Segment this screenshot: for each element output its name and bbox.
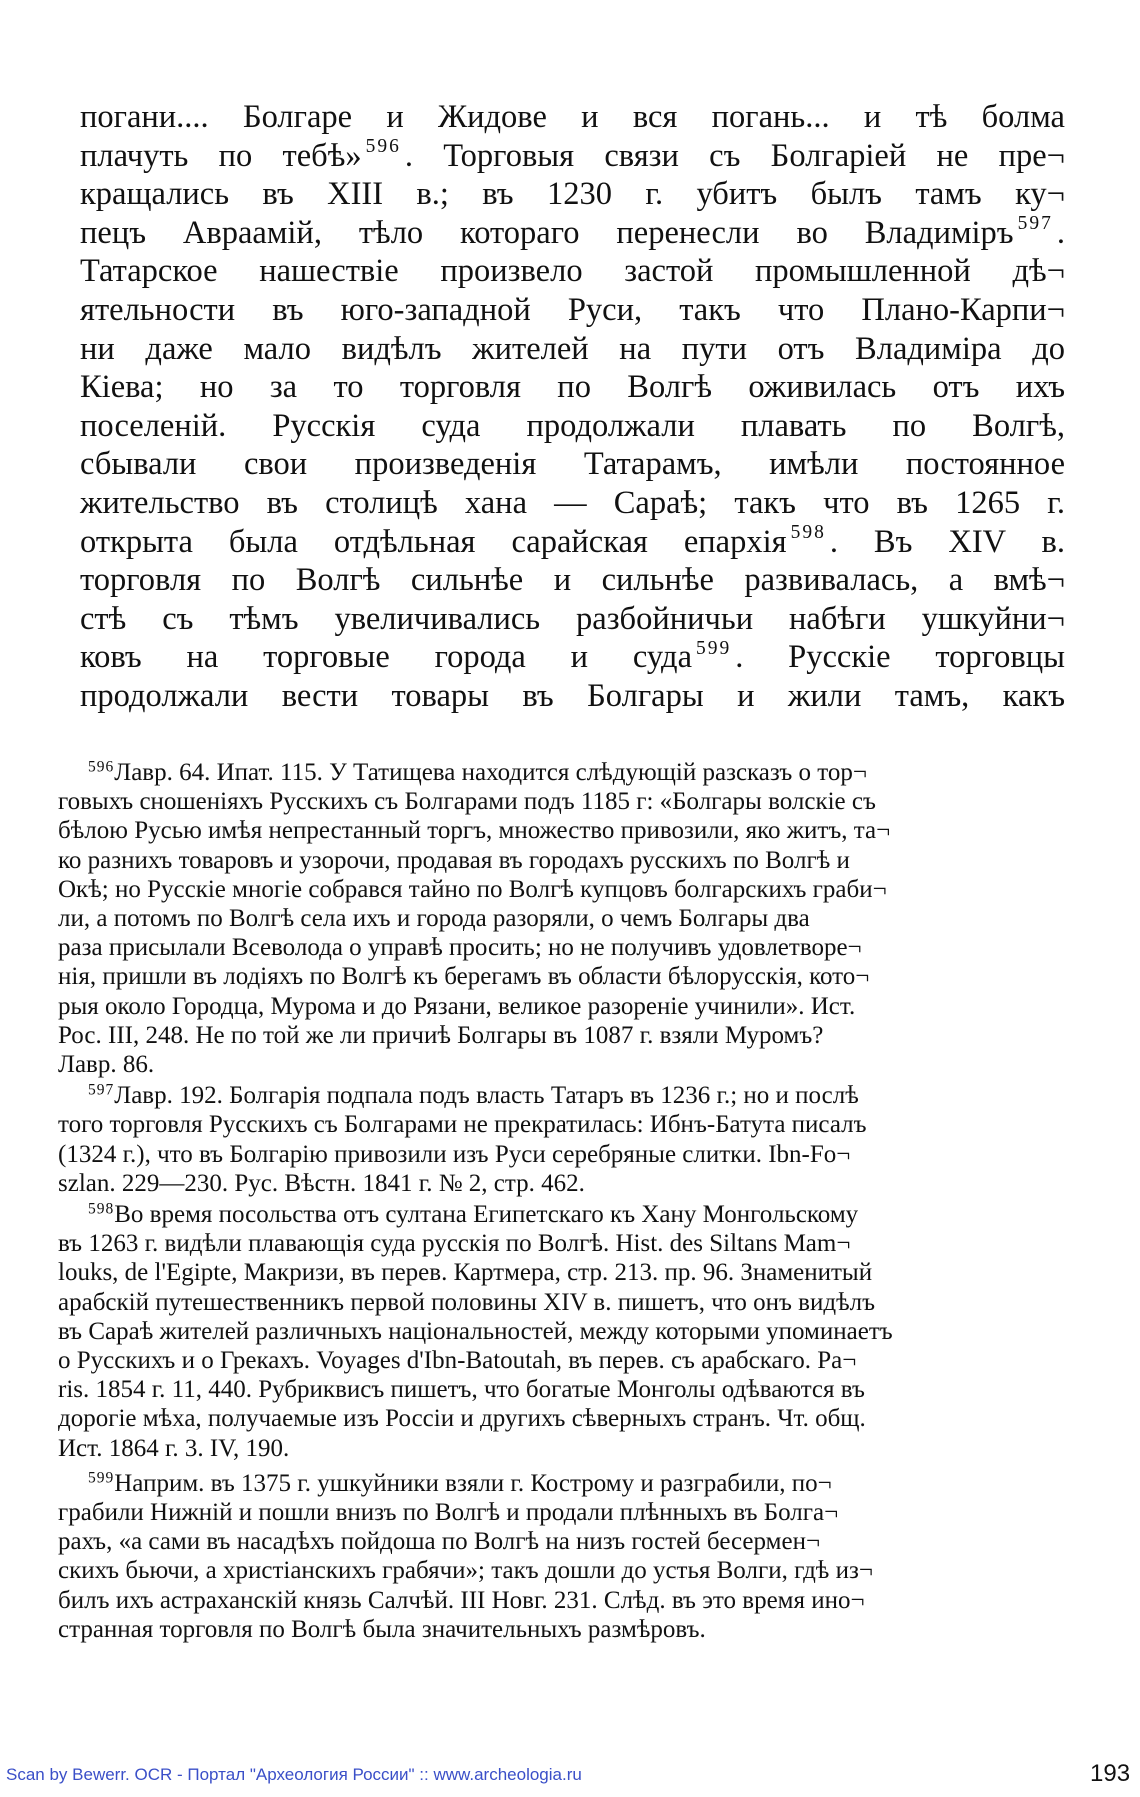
- text-line: стѣ съ тѣмъ увеличивались разбойничьи набѣги ушкуйни¬: [80, 600, 1065, 637]
- footnote-line: странная торговля по Волгѣ была значительныхъ размѣровъ.: [58, 1615, 706, 1643]
- footnotes: [58, 758, 1062, 1646]
- text-fragment: пецъ Авраамій, тѣло котораго перенесли во Владиміръ: [80, 214, 1014, 251]
- footnote-number: 598: [88, 1200, 115, 1218]
- footnote-597: [58, 1081, 1062, 1198]
- text-fragment: открыта была отдѣльная сарайская епархія: [80, 523, 787, 560]
- footnote-ref[interactable]: 597: [1017, 213, 1053, 235]
- text-fragment: .: [1056, 214, 1065, 251]
- text-fragment: ковъ на торговые города и суда: [80, 639, 692, 676]
- text-fragment: Лавр. 192. Болгарія подпала подъ власть Татаръ въ 1236 г.; но и послѣ: [114, 1082, 859, 1110]
- main-text: [80, 98, 1065, 716]
- footnote-line: Ист. 1864 г. 3. IV, 190.: [58, 1434, 290, 1462]
- page-number: 193: [1090, 1760, 1131, 1787]
- footnote-line: [58, 758, 1062, 787]
- footnote-line: арабскій путешественникъ первой половины XIV в. пишетъ, что онъ видѣлъ: [58, 1288, 876, 1316]
- footnote-line: раза присылали Всеволода о управѣ просить; но не получивъ удовлетворе¬: [58, 934, 862, 962]
- footnote-number: 597: [88, 1081, 115, 1099]
- text-fragment: плачуть по тебѣ»: [80, 137, 362, 174]
- text-fragment: . Русскіе торговцы: [735, 639, 1065, 676]
- text-fragment: . Въ XIV в.: [829, 523, 1065, 560]
- paragraph-2: [80, 252, 1065, 715]
- footnote-line: о Русскихъ и о Грекахъ. Voyages d'Ibn-Batoutah, въ перев. съ арабскаго. Pa¬: [58, 1347, 857, 1375]
- text-line: жительство въ столицѣ хана — Сараѣ; такъ что въ 1265 г.: [80, 484, 1065, 521]
- footnote-line: Лавр. 86.: [58, 1051, 155, 1079]
- footnote-596: [58, 758, 1062, 1079]
- text-fragment: Во время посольства отъ султана Египетскаго къ Хану Монгольскому: [114, 1201, 859, 1229]
- text-line: ятельности въ юго-западной Руси, такъ что Плано-Карпи¬: [80, 291, 1065, 328]
- footnote-number: 596: [88, 758, 115, 776]
- footnote-598: [58, 1200, 1062, 1463]
- text-line: поселеній. Русскія суда продолжали плавать по Волгѣ,: [80, 407, 1065, 444]
- text-line: [80, 137, 1065, 176]
- footnote-line: того торговля Русскихъ съ Болгарами не прекратилась: Ибнъ-Батута писалъ: [58, 1111, 867, 1139]
- footnote-line: Окѣ; но Русскіе многіе собрався тайно по Волгѣ купцовъ болгарскихъ граби¬: [58, 875, 887, 903]
- text-line: ни даже мало видѣлъ жителей на пути отъ Владиміра до: [80, 330, 1065, 367]
- text-line: Татарское нашествіе произвело застой промышленной дѣ¬: [80, 253, 1065, 290]
- footnote-line: дорогіе мѣха, получаемые изъ Россіи и другихъ сѣверныхъ странъ. Чт. общ.: [58, 1405, 866, 1433]
- footnote-line: szlan. 229—230. Рус. Вѣстн. 1841 г. № 2, стр. 462.: [58, 1169, 585, 1197]
- footnote-line: рахъ, «а сами въ насадѣхъ пойдоша по Волгѣ на низъ гостей бесермен¬: [58, 1528, 821, 1556]
- footnote-line: бѣлою Русью имѣя непрестанный торгъ, множество привозили, яко житъ, та¬: [58, 817, 891, 845]
- footnote-line: (1324 г.), что въ Болгарію привозили изъ Руси серебряные слитки. Ibn-Fo¬: [58, 1140, 851, 1168]
- footnote-line: Рос. III, 248. Не по той же ли причиѣ Болгары въ 1087 г. взяли Муромъ?: [58, 1021, 824, 1049]
- footnote-number: 599: [88, 1469, 115, 1487]
- footnote-line: нія, пришли въ лодіяхъ по Волгѣ къ берегамъ въ области бѣлорусскія, кото¬: [58, 963, 870, 991]
- footnote-line: говыхъ сношеніяхъ Русскихъ съ Болгарами подъ 1185 г: «Болгары волскіе съ: [58, 788, 876, 816]
- footnote-line: ris. 1854 г. 11, 440. Рубриквисъ пишетъ, что богатые Монголы одѣваются въ: [58, 1376, 865, 1404]
- footnote-line: ли, а потомъ по Волгѣ села ихъ и города разоряли, о чемъ Болгары два: [58, 905, 810, 933]
- text-line: торговля по Волгѣ сильнѣе и сильнѣе развивалась, а вмѣ¬: [80, 562, 1065, 599]
- footnote-line: louks, de l'Egipte, Макризи, въ перев. Картмера, стр. 213. пр. 96. Знаменитый: [58, 1259, 873, 1287]
- scan-credit[interactable]: Scan by Bewerr. OCR - Портал "Археология России" :: www.archeologia.ru: [6, 1765, 582, 1784]
- footnote-line: въ 1263 г. видѣли плавающія суда русскія по Волгѣ. Hist. des Siltans Mam¬: [58, 1230, 851, 1258]
- text-line: [80, 638, 1065, 677]
- text-line: кращались въ XIII в.; въ 1230 г. убитъ былъ тамъ ку¬: [80, 176, 1065, 213]
- text-fragment: Лавр. 64. Ипат. 115. У Татищева находится слѣдующій разсказъ о тор¬: [114, 759, 867, 786]
- footnote-ref[interactable]: 599: [696, 637, 732, 659]
- footnote-line: ко разнихъ товаровъ и узорочи, продавая въ городахъ русскихъ по Волгѣ и: [58, 846, 850, 874]
- footnote-line: [58, 1469, 1062, 1498]
- footnote-ref[interactable]: 598: [790, 521, 826, 543]
- text-fragment: Наприм. въ 1375 г. ушкуйники взяли г. Кострому и разграбили, по¬: [114, 1469, 832, 1497]
- text-line: погани.... Болгаре и Жидове и вся погань... и тѣ болма: [80, 99, 1065, 135]
- footnote-line: въ Сараѣ жителей различныхъ національностей, между которыми упоминаетъ: [58, 1317, 893, 1345]
- footnote-line: [58, 1081, 1062, 1110]
- text-line: [80, 214, 1065, 253]
- text-fragment: . Торговыя связи съ Болгаріей не пре¬: [404, 137, 1065, 174]
- footnote-line: грабили Нижній и пошли внизъ по Волгѣ и продали плѣнныхъ въ Болга¬: [58, 1499, 839, 1527]
- text-line: [80, 523, 1065, 562]
- footnote-line: [58, 1200, 1062, 1229]
- footnote-line: рыя около Городца, Мурома и до Рязани, великое разореніе учинили». Ист.: [58, 992, 856, 1020]
- paragraph-1: [80, 98, 1065, 252]
- text-line: Кіева; но за то торговля по Волгѣ оживилась отъ ихъ: [80, 369, 1065, 406]
- footnote-line: билъ ихъ астраханскій князь Салчѣй. III Новг. 231. Слѣд. въ это время ино¬: [58, 1586, 865, 1614]
- text-line: сбывали свои произведенія Татарамъ, имѣли постоянное: [80, 446, 1065, 483]
- footnote-599: [58, 1469, 1062, 1644]
- text-line: продолжали вести товары въ Болгары и жили тамъ, какъ: [80, 677, 1065, 714]
- footnote-line: скихъ бьючи, а христіанскихъ грабячи»; такъ дошли до устья Волги, гдѣ из¬: [58, 1557, 873, 1585]
- footnote-ref[interactable]: 596: [365, 135, 401, 157]
